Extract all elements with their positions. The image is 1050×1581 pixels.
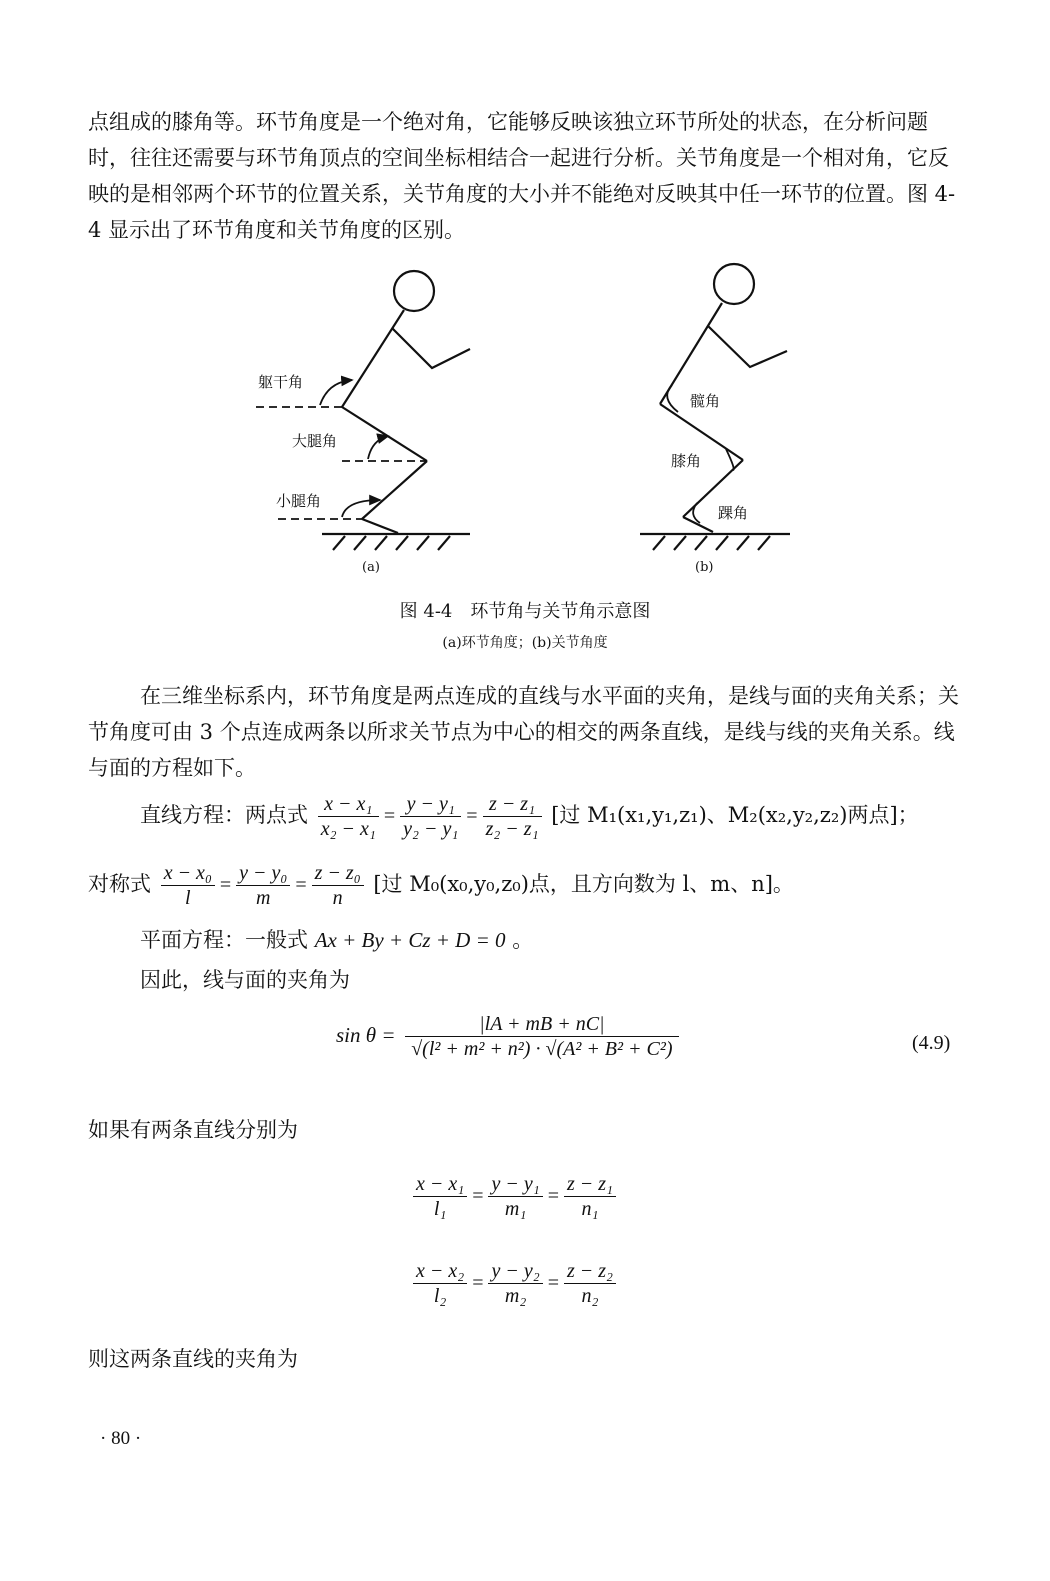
equation-number: (4.9) [912, 1032, 951, 1054]
label-shank-angle: 小腿角 [276, 492, 322, 510]
sin-eq-num: |lA + mB + nC| [405, 1012, 678, 1037]
frac-num: x − x₁ [318, 792, 379, 817]
figure-b-foot [683, 517, 713, 532]
label-thigh-angle: 大腿角 [292, 432, 338, 450]
sym-eq-prefix: 对称式 [88, 872, 151, 896]
figure-a-head [394, 271, 434, 311]
frac-num: x − x₀ [161, 861, 215, 886]
paragraph-2: 在三维坐标系内，环节角度是两点连成的直线与水平面的夹角，是线与面的夹角关系；关节角度可由 3 个点连成两条以所求关节点为中心的相交的两条直线，是线与线的夹角关系。线与面的方程如下。 [88, 684, 959, 780]
label-hip-angle: 髋角 [690, 392, 721, 410]
line-eq-prefix: 直线方程：两点式 [140, 803, 308, 827]
frac [413, 1259, 467, 1308]
frac-den: n [332, 887, 343, 909]
frac [318, 792, 379, 841]
frac-num: z − z₂ [564, 1259, 616, 1284]
label-a: (a) [362, 560, 380, 575]
two-lines-intro: 如果有两条直线分别为 [88, 1118, 298, 1142]
line-2-equation: $\frac{\text{x − x₂}}{\text{l₂}}$ = $\frac{\text{y − y₂}}{\text{m₂}}$ = $\frac{\text{z − z₂}}{\text{n₂}}$ [410, 1259, 619, 1308]
therefore-text: 因此，线与面的夹角为 [140, 968, 350, 992]
figure-subcaption: (a)环节角度；(b)关节角度 [442, 635, 608, 651]
label-knee-angle: 膝角 [671, 452, 702, 470]
page-number: · 80 · [100, 1428, 142, 1449]
frac [312, 861, 364, 910]
frac [161, 861, 215, 910]
plane-eq-prefix: 平面方程：一般式 [140, 928, 308, 952]
frac-num: z − z₁ [564, 1172, 616, 1197]
frac [236, 861, 290, 910]
frac [400, 792, 461, 841]
figure-a-trunk [342, 310, 404, 407]
label-ankle-angle: 踝角 [718, 504, 749, 522]
frac [564, 1259, 616, 1308]
figure-caption: 图 4-4 环节角与关节角示意图 [399, 601, 651, 622]
figure-a-shank [362, 461, 427, 519]
frac-den: n₂ [581, 1285, 599, 1307]
figure-drawing [0, 0, 1050, 600]
paragraph-1: 点组成的膝角等。环节角度是一个绝对角，它能够反映该独立环节所处的状态，在分析问题时，往往还需要与环节角顶点的空间坐标相结合一起进行分析。关节角度是一个相对角，它反映的是相邻两个环节的位置关系，关节角度的大小并不能绝对反映其中任一环节的位置。图 4-4 显示出了环节角度和关节角度的区别。 [88, 110, 956, 242]
sin-eq-den: √(l² + m² + n²) · √(A² + B² + C²) [411, 1038, 673, 1060]
frac-den: l₂ [433, 1285, 447, 1307]
frac-num: y − y₀ [236, 861, 290, 886]
sym-eq-suffix: [过 M₀(x₀,y₀,z₀)点，且方向数为 l、m、n]。 [373, 872, 794, 896]
frac-den: m₁ [504, 1198, 527, 1220]
plane-eq-formula: Ax + By + Cz + D = 0 [314, 928, 506, 952]
frac [564, 1172, 616, 1221]
frac [488, 1172, 542, 1221]
frac-num: y − y₂ [488, 1259, 542, 1284]
line-equation-two-point: 直线方程：两点式 $\frac{\text{x − x₁}}{\text{x₂ − x₁}}$ = $\frac{\text{y − y₁}}{\text{y₂ − y₁}}$ = $\frac{\text{z − z₁}}{\text{z₂ − z₁}}$ [过 M₁(x₁,y₁,z₁)、M₂(x₂,y₂,z₂)两点]； [140, 793, 919, 840]
plane-equation [140, 925, 533, 955]
line-eq-suffix: [过 M₁(x₁,y₁,z₁)、M₂(x₂,y₂,z₂)两点]； [551, 803, 919, 827]
frac [488, 1259, 542, 1308]
frac-den: n₁ [581, 1198, 599, 1220]
frac [413, 1172, 467, 1221]
frac-num: y − y₁ [400, 792, 461, 817]
figure-b-head [714, 264, 754, 304]
frac-den: m₂ [504, 1285, 527, 1307]
frac-num: y − y₁ [488, 1172, 542, 1197]
angle-intro: 则这两条直线的夹角为 [88, 1347, 298, 1371]
label-trunk-angle: 躯干角 [258, 373, 304, 391]
frac [405, 1012, 678, 1061]
frac-den: y₂ − y₁ [403, 818, 459, 840]
frac-num: x − x₂ [413, 1259, 467, 1284]
figure-a-thigh [342, 407, 427, 461]
frac-num: z − z₀ [312, 861, 364, 886]
frac [483, 792, 542, 841]
line-1-equation: $\frac{\text{x − x₁}}{\text{l₁}}$ = $\frac{\text{y − y₁}}{\text{m₁}}$ = $\frac{\text{z − z₁}}{\text{n₁}}$ [410, 1172, 619, 1221]
figure-b-arm [708, 326, 787, 367]
frac-den: l₁ [433, 1198, 447, 1220]
label-b: (b) [695, 560, 714, 575]
sin-eq-lhs: sin θ = [336, 1023, 396, 1047]
frac-den: x₂ − x₁ [320, 818, 376, 840]
frac-num: z − z₁ [483, 792, 542, 817]
frac-num: x − x₁ [413, 1172, 467, 1197]
sin-theta-equation [336, 1012, 682, 1061]
figure-a-arm [392, 328, 470, 368]
figure-a-foot [362, 519, 398, 533]
frac-den: m [256, 887, 271, 909]
frac-den: l [185, 887, 191, 909]
line-equation-symmetric: 对称式 $\frac{\text{x − x₀}}{l}$ = $\frac{\text{y − y₀}}{m}$ = $\frac{\text{z − z₀}}{n}$ [过 M₀(x₀,y₀,z₀)点，且方向数为 l、m、n]。 [88, 862, 794, 909]
frac-den: z₂ − z₁ [485, 818, 539, 840]
plane-eq-suffix: 。 [512, 928, 534, 952]
